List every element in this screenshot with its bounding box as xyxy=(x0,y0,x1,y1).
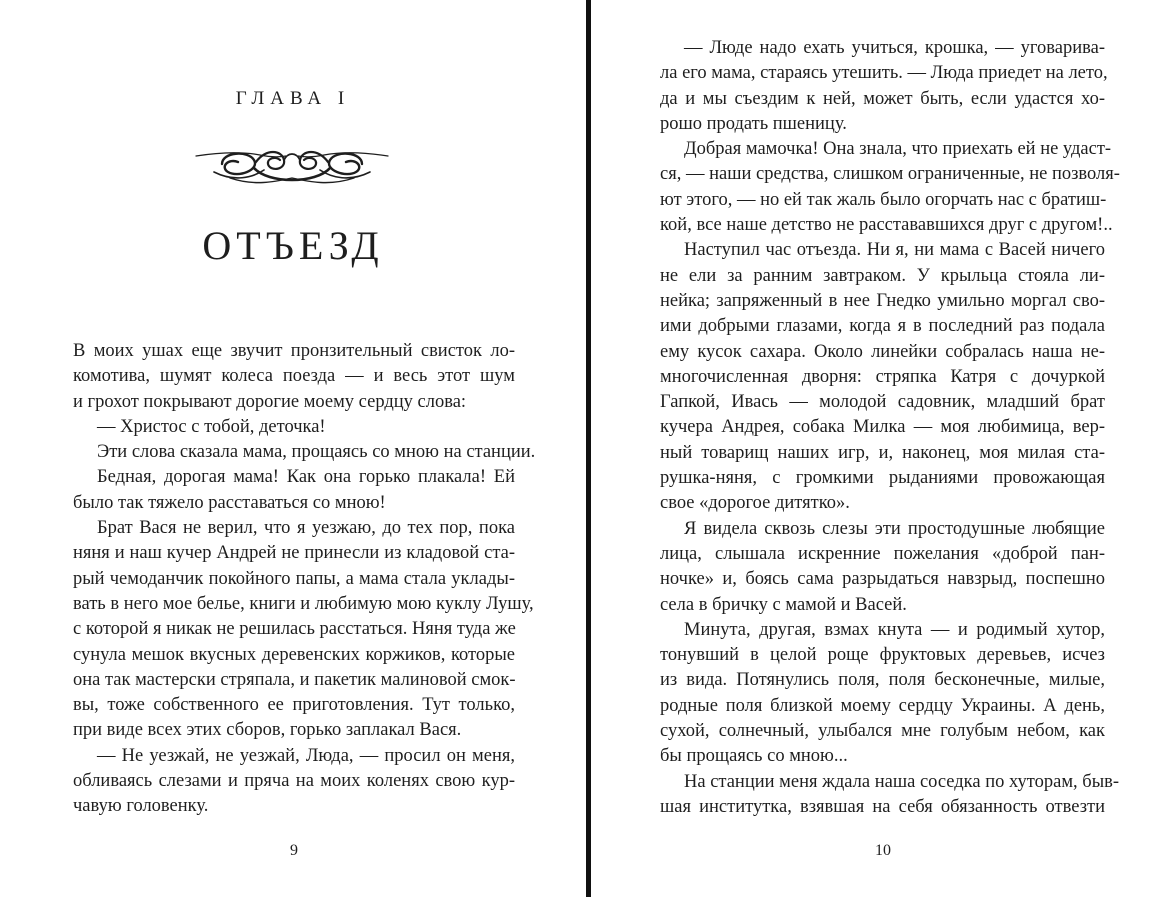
left-body-text xyxy=(73,339,536,820)
right-body-text xyxy=(660,36,1120,820)
paragraph xyxy=(73,415,515,440)
text-line: Добрая мамочка! Она знала, что приехать ей не удаст- xyxy=(684,139,1112,160)
paragraph xyxy=(73,440,536,465)
text-line: кучера Андрея, собака Милка — моя любимица, вер- xyxy=(660,417,1105,438)
paragraph xyxy=(660,137,1120,238)
paragraph xyxy=(660,36,1108,137)
paragraph xyxy=(73,465,515,516)
text-line: рошо продать пшеницу. xyxy=(660,113,847,134)
text-line: села в бричку с мамой и Васей. xyxy=(660,594,907,615)
text-line: рый чемоданчик покойного папы, а мама стала уклады- xyxy=(73,568,515,589)
text-line: она так мастерски стряпала, и пакетик малиновой смок- xyxy=(73,669,516,690)
text-line: тонувший в целой роще фруктовых деревьев, исчез xyxy=(660,645,1105,666)
chapter-title: ОТЪЕЗД xyxy=(202,223,384,268)
text-line: комотива, шумят колеса поезда — и весь этот шум xyxy=(73,366,515,387)
text-line: ночке» и, боясь сама разрыдаться навзрыд, поспешно xyxy=(660,569,1105,590)
text-line: было так тяжело расставаться со мною! xyxy=(73,492,386,513)
paragraph xyxy=(660,770,1120,821)
text-line: На станции меня ждала наша соседка по хуторам, быв- xyxy=(684,771,1120,792)
text-line: с которой я никак не решилась расстаться. Няня туда же xyxy=(73,619,516,640)
text-line: ла его мама, стараясь утешить. — Люда приедет на лето, xyxy=(660,63,1108,84)
text-line: Эти слова сказала мама, прощаясь со мною на станции. xyxy=(97,442,536,463)
text-line: нейка; запряженный в нее Гнедко умильно моргал сво- xyxy=(660,290,1105,311)
text-line: Брат Вася не верил, что я уезжаю, до тех пор, пока xyxy=(97,518,515,539)
page-number-left: 9 xyxy=(290,842,298,859)
text-line: ся, — наши средства, слишком ограниченные, не позволя- xyxy=(660,164,1120,185)
paragraph xyxy=(660,517,1105,618)
paragraph xyxy=(73,744,515,820)
text-line: ему кусок сахара. Около линейки собралась наша не- xyxy=(660,341,1105,362)
text-line: ный товарищ наших игр, и, наконец, моя милая ста- xyxy=(660,442,1105,463)
paragraph xyxy=(660,618,1105,770)
text-line: и грохот покрывают дорогие моему сердцу слова: xyxy=(73,391,467,412)
text-line: В моих ушах еще звучит пронзительный свисток ло- xyxy=(73,341,515,361)
text-line: свое «дорогое дитятко». xyxy=(660,493,850,514)
text-line: вы, тоже собственного ее приготовления. Тут только, xyxy=(73,695,515,716)
text-line: сухой, солнечный, улыбался мне голубым небом, как xyxy=(660,721,1105,742)
text-line: бы прощаясь со мною... xyxy=(660,746,848,767)
text-line: кой, все наше детство не расстававшихся друг с другом!.. xyxy=(660,215,1113,236)
text-line: Бедная, дорогая мама! Как она горько плакала! Ей xyxy=(97,467,515,488)
text-line: Я видела сквозь слезы эти простодушные любящие xyxy=(684,518,1105,539)
text-line: чавую головенку. xyxy=(73,796,209,817)
text-line: да и мы съездим к ней, может быть, если удастся хо- xyxy=(660,88,1105,109)
text-line: вать в него мое белье, книги и любимую мою куклу Лушу, xyxy=(73,593,534,614)
text-line: ют этого, — но ей так жаль было огорчать нас с братиш- xyxy=(660,189,1107,210)
text-line: рушка-няня, с громкими рыданиями провожающая xyxy=(660,468,1105,489)
text-line: Гапкой, Ивась — молодой садовник, младший брат xyxy=(660,392,1105,413)
left-page xyxy=(0,0,586,897)
text-line: сунула мешок вкусных деревенских коржиков, которые xyxy=(73,644,515,665)
text-line: ими добрыми глазами, когда я в последний раз подала xyxy=(660,316,1105,337)
paragraph xyxy=(73,516,534,744)
flourish-ornament-icon xyxy=(194,138,390,186)
paragraph xyxy=(660,238,1105,516)
text-line: обливаясь слезами и пряча на моих коленях свою кур- xyxy=(73,771,515,792)
text-line: Наступил час отъезда. Ни я, ни мама с Васей ничего xyxy=(684,240,1105,261)
text-line: няня и наш кучер Андрей не принесли из кладовой ста- xyxy=(73,543,515,564)
text-line: родные поля близкой моему сердцу Украины. А день, xyxy=(660,695,1105,716)
text-line: шая институтка, взявшая на себя обязанность отвезти xyxy=(660,796,1105,817)
text-line: — Люде надо ехать учиться, крошка, — уговарива- xyxy=(684,38,1105,58)
paragraph xyxy=(73,339,515,415)
page-number-right: 10 xyxy=(875,842,891,859)
text-line: из вида. Потянулись поля, поля бесконечные, милые, xyxy=(660,670,1105,691)
text-line: — Не уезжай, не уезжай, Люда, — просил он меня, xyxy=(97,745,515,766)
chapter-label: ГЛАВА I xyxy=(235,88,351,109)
text-line: — Христос с тобой, деточка! xyxy=(97,416,326,437)
text-line: не ели за ранним завтраком. У крыльца стояла ли- xyxy=(660,265,1105,286)
text-line: лица, слышала искренние пожелания «доброй пан- xyxy=(660,543,1105,564)
text-line: при виде всех этих сборов, горько заплакал Вася. xyxy=(73,720,462,741)
text-line: многочисленная дворня: стряпка Катря с дочуркой xyxy=(660,366,1105,387)
text-line: Минута, другая, взмах кнута — и родимый хутор, xyxy=(684,619,1105,640)
